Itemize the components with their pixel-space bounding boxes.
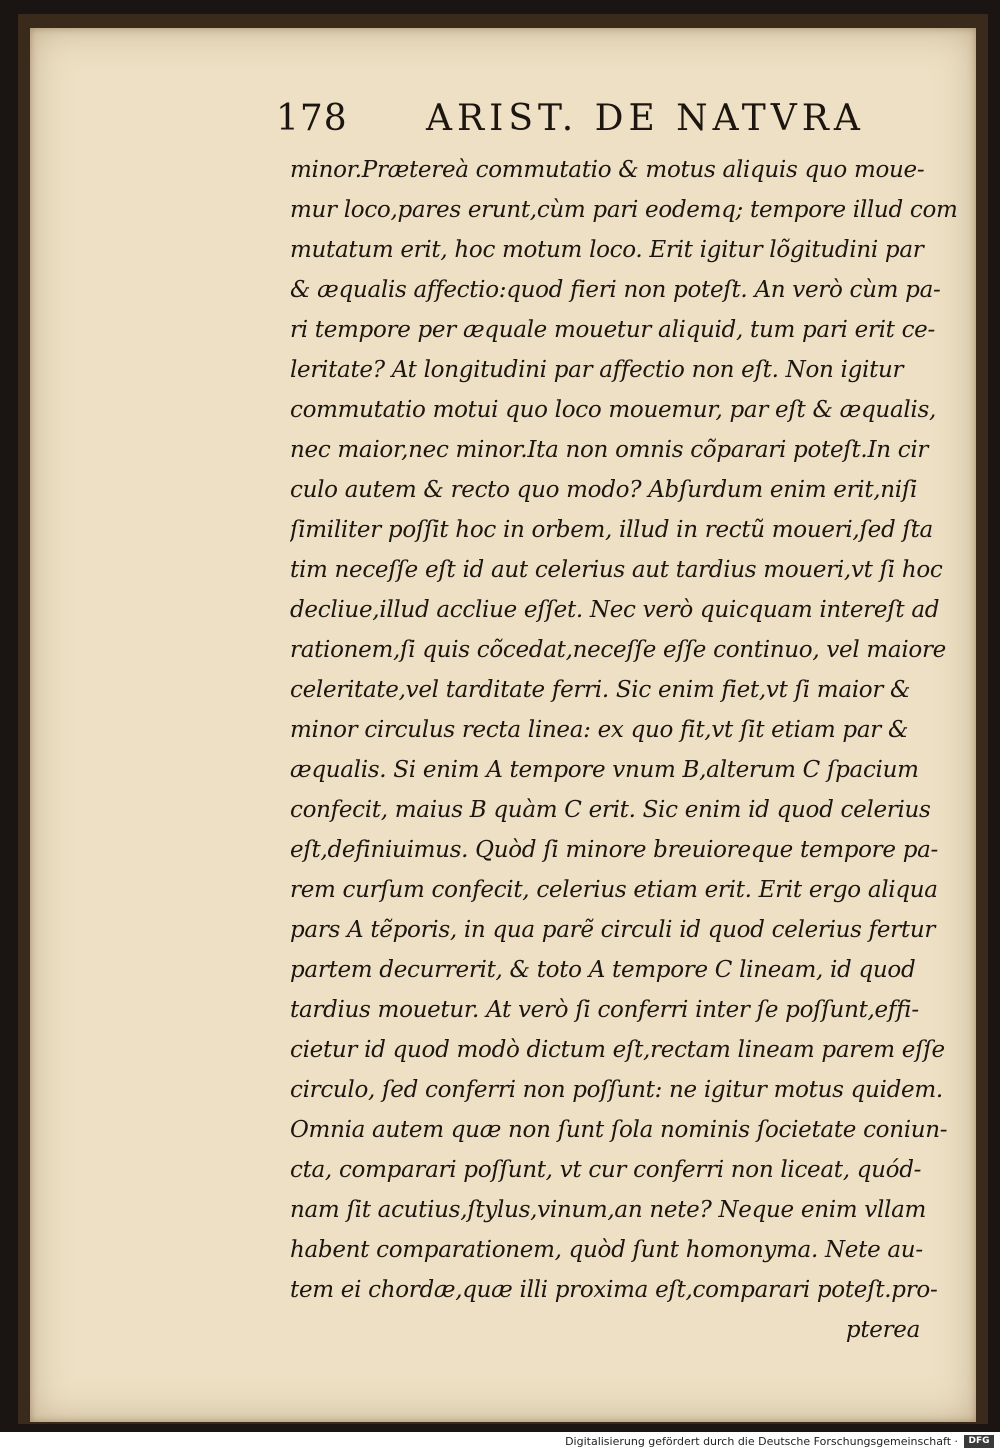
page-header — [276, 98, 876, 148]
text-line: æqualis. Si enim A tempore vnum B,alterum C ſpacium — [290, 757, 919, 783]
text-line: & æqualis affectio:quod fieri non poteſt. An verò cùm pa- — [290, 277, 941, 303]
footer-bar — [0, 1432, 1000, 1452]
text-line: commutatio motui quo loco mouemur, par eſt & æqualis, — [290, 397, 936, 423]
text-line: tem ei chordæ,quæ illi proxima eſt,comparari poteſt.pro- — [290, 1277, 938, 1303]
catchword: pterea — [845, 1317, 920, 1343]
text-line: cta, comparari poſſunt, vt cur conferri non liceat, quód- — [290, 1157, 922, 1183]
footer-credit: Digitalisierung gefördert durch die Deutsche Forschungsgemeinschaft · — [565, 1435, 958, 1448]
text-block — [290, 150, 960, 1350]
text-line: ſimiliter poſſit hoc in orbem, illud in rectũ moueri,ſed ſta — [290, 517, 933, 543]
text-line: ri tempore per æquale mouetur aliquid, tum pari erit ce- — [290, 317, 935, 343]
text-line: Omnia autem quæ non ſunt ſola nominis ſocietate coniun- — [290, 1117, 948, 1143]
text-line: culo autem & recto quo modo? Abſurdum enim erit,niſi — [290, 477, 918, 503]
text-line: confecit, maius B quàm C erit. Sic enim id quod celerius — [290, 797, 931, 823]
page-number: 178 — [276, 98, 348, 139]
text-line: rationem,ſi quis cõcedat,neceſſe eſſe continuo, vel maiore — [290, 637, 946, 663]
text-line: tardius mouetur. At verò ſi conferri inter ſe poſſunt,effi- — [290, 997, 919, 1023]
text-line: eſt,definiuimus. Quòd ſi minore breuioreque tempore pa- — [290, 837, 939, 863]
text-line: cietur id quod modò dictum eſt,rectam lineam parem eſſe — [290, 1037, 945, 1063]
text-line: mutatum erit, hoc motum loco. Erit igitur lõgitudini par — [290, 237, 924, 263]
text-line: tim neceſſe eſt id aut celerius aut tardius moueri,vt ſi hoc — [290, 557, 943, 583]
text-line: nam ſit acutius,ſtylus,vinum,an nete? Neque enim vllam — [290, 1197, 927, 1223]
text-line: leritate? At longitudini par affectio non eſt. Non igitur — [290, 357, 904, 383]
text-line: rem curſum confecit, celerius etiam erit. Erit ergo aliqua — [290, 877, 938, 903]
text-line: pars A tẽporis, in qua parẽ circuli id quod celerius fertur — [290, 917, 936, 943]
text-line: minor circulus recta linea: ex quo fit,vt ſit etiam par & — [290, 717, 909, 743]
text-line: partem decurrerit, & toto A tempore C lineam, id quod — [290, 957, 916, 983]
text-line: celeritate,vel tarditate ferri. Sic enim fiet,vt ſi maior & — [290, 677, 911, 703]
dfg-logo: DFG — [964, 1435, 994, 1448]
text-line: circulo, ſed conferri non poſſunt: ne igitur motus quidem. — [290, 1077, 943, 1103]
text-line: nec maior,nec minor.Ita non omnis cõparari poteſt.In cir — [290, 437, 929, 463]
text-line: mur loco,pares erunt,cùm pari eodemq; tempore illud com — [290, 197, 958, 223]
running-head: ARIST. DE NATVRA — [426, 98, 865, 139]
text-line: habent comparationem, quòd ſunt homonyma. Nete au- — [290, 1237, 923, 1263]
text-line: decliue,illud accliue eſſet. Nec verò quicquam intereſt ad — [290, 597, 940, 623]
text-line: minor.Prætereà commutatio & motus aliquis quo moue- — [290, 157, 925, 183]
